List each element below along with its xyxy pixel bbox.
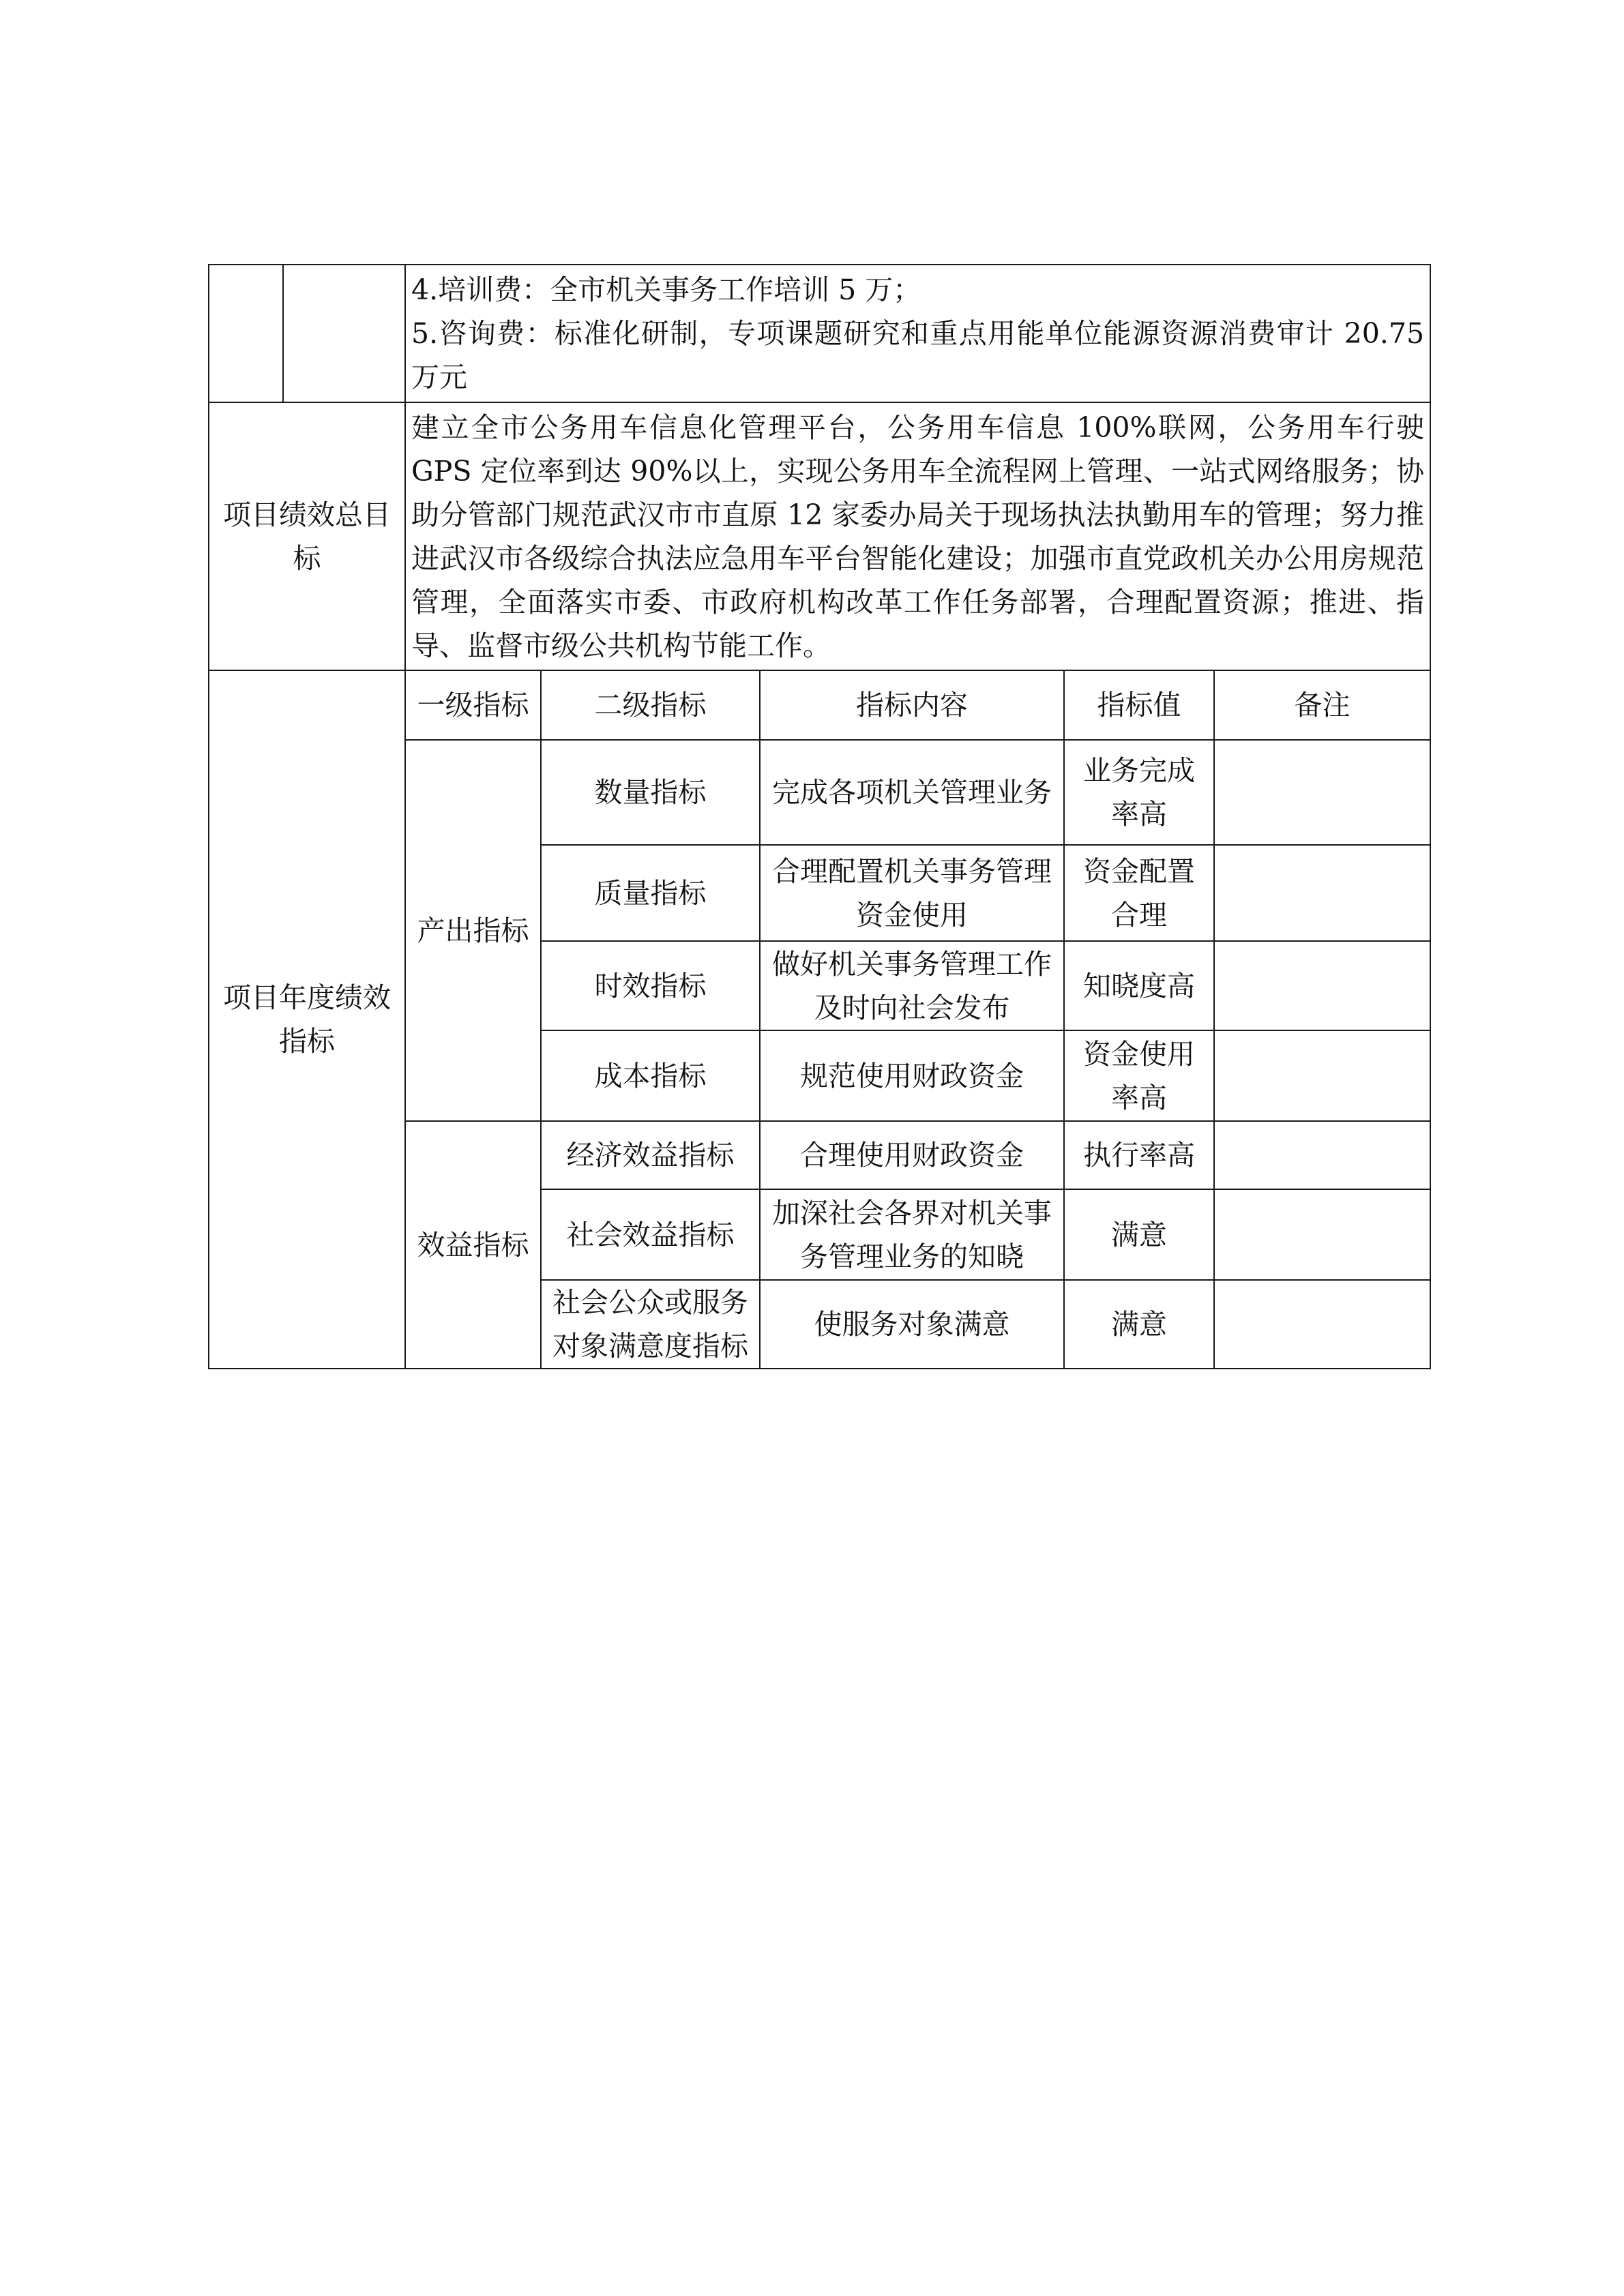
row-remark	[1214, 1280, 1430, 1369]
performance-table	[208, 264, 1431, 1369]
row-level2: 成本指标	[541, 1030, 760, 1121]
row-value: 资金配置合理	[1064, 845, 1214, 941]
row-remark	[1214, 845, 1430, 941]
header-level2: 二级指标	[541, 670, 760, 740]
overall-goal-text: 建立全市公务用车信息化管理平台，公务用车信息 100%联网，公务用车行驶 GPS 定位率到达 90%以上，实现公务用车全流程网上管理、一站式网络服务；协助分管部门规范武汉市市直原 12 家委办局关于现场执法执勤用车的管理；努力推进武汉市各级综合执法应急用车平台智能化建设；加强市直党政机关办公用房规范管理，全面落实市委、市政府机构改革工作任务部署，合理配置资源；推进、指导、监督市级公共机构节能工作。	[405, 402, 1430, 670]
group-output-label: 产出指标	[405, 740, 541, 1121]
row-remark	[1214, 1121, 1430, 1189]
row-content: 规范使用财政资金	[760, 1030, 1064, 1121]
row-value: 执行率高	[1064, 1121, 1214, 1189]
row-content: 合理配置机关事务管理资金使用	[760, 845, 1064, 941]
row-level2: 经济效益指标	[541, 1121, 760, 1189]
row-value: 资金使用率高	[1064, 1030, 1214, 1121]
row-content: 完成各项机关管理业务	[760, 740, 1064, 845]
row-content: 加深社会各界对机关事务管理业务的知晓	[760, 1189, 1064, 1280]
row-value: 满意	[1064, 1280, 1214, 1369]
consulting-fee-text: 5.咨询费：标准化研制，专项课题研究和重点用能单位能源资源消费审计 20.75 万元	[411, 317, 1425, 393]
overall-goal-label: 项目绩效总目标	[209, 402, 405, 670]
annual-indicators-label: 项目年度绩效指标	[209, 670, 405, 1369]
row-value: 知晓度高	[1064, 941, 1214, 1030]
row-value: 业务完成率高	[1064, 740, 1214, 845]
training-fee-text: 4.培训费：全市机关事务工作培训 5 万；	[411, 273, 921, 306]
row-remark	[1214, 740, 1430, 845]
row-level2: 时效指标	[541, 941, 760, 1030]
row-content: 合理使用财政资金	[760, 1121, 1064, 1189]
row-value: 满意	[1064, 1189, 1214, 1280]
header-value: 指标值	[1064, 670, 1214, 740]
row-level2: 数量指标	[541, 740, 760, 845]
row-level2: 质量指标	[541, 845, 760, 941]
fee-row	[209, 265, 1430, 402]
row-remark	[1214, 941, 1430, 1030]
group-benefit-label: 效益指标	[405, 1121, 541, 1369]
blank-cell-b	[283, 265, 405, 402]
row-level2: 社会公众或服务对象满意度指标	[541, 1280, 760, 1369]
row-remark	[1214, 1189, 1430, 1280]
row-remark	[1214, 1030, 1430, 1121]
row-content: 做好机关事务管理工作及时向社会发布	[760, 941, 1064, 1030]
row-content: 使服务对象满意	[760, 1280, 1064, 1369]
blank-cell-a	[209, 265, 283, 402]
header-level1: 一级指标	[405, 670, 541, 740]
overall-goal-row	[209, 402, 1430, 670]
header-row	[209, 670, 1430, 740]
row-level2: 社会效益指标	[541, 1189, 760, 1280]
fee-list	[405, 265, 1430, 402]
header-content: 指标内容	[760, 670, 1064, 740]
header-remark: 备注	[1214, 670, 1430, 740]
